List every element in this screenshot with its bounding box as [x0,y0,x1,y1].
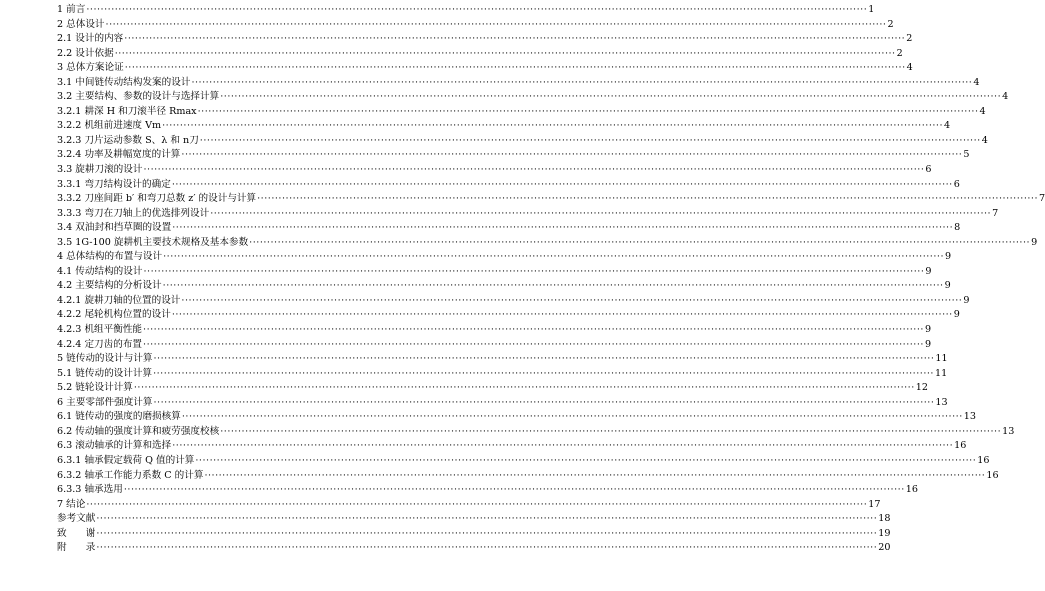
toc-leader-dots: ···························································································································································································································· [124,62,906,74]
toc-entry-page: 7 [992,207,999,219]
toc-leader-dots: ···························································································································································································································· [220,425,1002,437]
toc-entry [57,178,960,193]
toc-leader-dots: ···························································································································································································································· [96,527,878,539]
toc-entry-title: 6.3.1 轴承假定载荷 Q 值的计算 [57,454,195,466]
toc-leader-dots: ···························································································································································································································· [153,367,934,379]
toc-leader-dots: ···························································································································································································································· [96,542,878,554]
toc-entry [57,236,1038,251]
toc-entry-title: 3.1 中间链传动结构发案的设计 [57,76,191,88]
toc-leader-dots: ···························································································································································································································· [204,469,986,481]
toc-entry [57,439,967,454]
toc-entry-page: 16 [905,484,918,496]
toc-entry [57,148,970,163]
toc-leader-dots: ···························································································································································································································· [153,353,935,365]
toc-entry-page: 13 [963,411,976,423]
toc-leader-dots: ···························································································································································································································· [199,134,981,146]
toc-entry [57,119,951,134]
toc-entry-title: 2 总体设计 [57,18,105,30]
toc-entry-page: 4 [906,62,913,74]
toc-entry-title: 3.4 双油封和挡草圈的设置 [57,222,172,234]
toc-entry-title: 3.3.3 弯刀在刀轴上的优选排列设计 [57,207,210,219]
toc-leader-dots: ···························································································································································································································· [210,207,992,219]
toc-entry [57,265,932,280]
toc-leader-dots: ···························································································································································································································· [123,484,905,496]
toc-entry [57,338,932,353]
toc-entry-title: 6 主要零部件强度计算 [57,396,153,408]
toc-entry-title: 5 链传动的设计与计算 [57,353,153,365]
toc-entry [57,308,960,323]
toc-leader-dots: ···························································································································································································································· [124,33,906,45]
toc-entry-title: 7 结论 [57,498,86,510]
toc-entry [57,105,986,120]
toc-leader-dots: ···························································································································································································································· [181,411,963,423]
toc-entry-page: 16 [977,454,990,466]
toc-entry-page: 9 [953,309,960,321]
toc-entry-page: 9 [924,324,932,336]
toc-entry-title: 3.3.1 弯刀结构设计的确定 [57,178,171,190]
toc-entry-page: 4 [981,134,988,146]
toc-leader-dots: ···························································································································································································································· [133,382,915,394]
toc-leader-dots: ···························································································································································································································· [96,513,878,525]
toc-entry-title: 6.1 链传动的强度的磨损核算 [57,411,181,423]
toc-entry-title: 1 前言 [57,4,86,15]
toc-entry-title: 4.2 主要结构的分析设计 [57,280,162,292]
table-of-contents [57,3,1045,556]
toc-entry-page: 2 [896,47,903,59]
toc-entry-title: 2.2 设计依据 [57,47,114,59]
toc-entry-page: 9 [963,294,970,306]
toc-entry-page: 2 [887,18,894,30]
toc-entry-title: 3.2 主要结构、参数的设计与选择计算 [57,91,220,103]
toc-entry [57,454,990,469]
toc-entry-page: 7 [1039,193,1045,205]
toc-leader-dots: ···························································································································································································································· [143,324,924,336]
toc-leader-dots: ···························································································································································································································· [249,236,1031,248]
toc-entry-page: 9 [1031,236,1038,248]
toc-entry-title: 5.2 链轮设计计算 [57,382,133,394]
toc-entry-title: 4.2.4 定刀齿的布置 [57,338,143,350]
toc-entry-page: 16 [986,469,999,481]
toc-entry-title: 4.2.3 机组平衡性能 [57,324,143,336]
toc-entry-title: 4.2.1 旋耕刀轴的位置的设计 [57,294,181,306]
toc-leader-dots: ···························································································································································································································· [172,222,954,234]
toc-entry-page: 1 [868,4,875,15]
toc-entry [57,221,961,236]
toc-entry [57,61,913,76]
toc-leader-dots: ···························································································································································································································· [143,265,925,277]
toc-entry-title: 4.1 传动结构的设计 [57,265,143,277]
toc-entry-title: 6.3 滚动轴承的计算和选择 [57,440,172,452]
toc-entry-page: 6 [953,178,960,190]
toc-leader-dots: ···························································································································································································································· [114,47,896,59]
toc-leader-dots: ···························································································································································································································· [191,76,973,88]
toc-leader-dots: ···························································································································································································································· [153,396,935,408]
toc-entry [57,207,999,222]
toc-entry-page: 8 [954,222,961,234]
toc-entry [57,483,918,498]
toc-leader-dots: ···························································································································································································································· [181,149,963,161]
toc-leader-dots: ···························································································································································································································· [220,91,1002,103]
toc-entry [57,18,894,33]
toc-entry [57,76,980,91]
toc-entry-title: 6.3.2 轴承工作能力系数 C 的计算 [57,469,204,481]
toc-entry-page: 9 [924,338,932,350]
toc-entry [57,3,875,18]
toc-entry-title: 4.2.2 尾轮机构位置的设计 [57,309,171,321]
toc-entry-title: 3.3 旋耕刀滚的设计 [57,164,143,176]
toc-entry-title: 3.2.2 机组前进速度 Vm [57,120,162,132]
toc-leader-dots: ···························································································································································································································· [195,454,977,466]
toc-entry-page: 20 [878,542,891,554]
toc-entry [57,294,970,309]
toc-entry [57,323,932,338]
toc-entry-title: 参考文献 [57,513,96,525]
toc-entry-title: 6.2 传动轴的强度计算和疲劳强度校核 [57,425,220,437]
toc-entry-title: 4 总体结构的布置与设计 [57,251,163,263]
toc-entry-title: 3.2.4 功率及耕幅宽度的计算 [57,149,181,161]
toc-leader-dots: ···························································································································································································································· [172,440,954,452]
toc-entry-title: 3.2.1 耕深 H 和刀滚半径 Rmax [57,105,197,117]
toc-entry-title: 3 总体方案论证 [57,62,124,74]
toc-entry [57,279,951,294]
toc-entry-title: 致 谢 [57,527,96,539]
toc-entry [57,425,1015,440]
toc-entry-title: 3.3.2 刀座间距 b′ 和弯刀总数 z′ 的设计与计算 [57,193,257,205]
toc-entry [57,352,948,367]
toc-entry [57,90,1009,105]
toc-entry-page: 19 [878,527,891,539]
toc-leader-dots: ···························································································································································································································· [162,120,944,132]
toc-entry-page: 13 [1002,425,1015,437]
toc-leader-dots: ···························································································································································································································· [143,164,925,176]
toc-entry-page: 11 [935,353,948,365]
toc-leader-dots: ···························································································································································································································· [86,498,868,510]
toc-leader-dots: ···························································································································································································································· [181,294,963,306]
toc-leader-dots: ···························································································································································································································· [86,4,868,15]
toc-entry [57,541,891,556]
toc-entry [57,47,903,62]
toc-entry [57,250,952,265]
toc-leader-dots: ···························································································································································································································· [257,193,1039,205]
toc-entry-page: 9 [944,280,951,292]
toc-entry-page: 4 [1002,91,1009,103]
toc-entry-page: 16 [954,440,967,452]
toc-entry-page: 4 [979,105,986,117]
toc-entry-page: 9 [945,251,952,263]
toc-leader-dots: ···························································································································································································································· [171,178,953,190]
toc-entry [57,134,988,149]
toc-entry-page: 17 [868,498,881,510]
toc-entry-page: 13 [935,396,948,408]
toc-entry [57,527,891,542]
toc-leader-dots: ···························································································································································································································· [105,18,887,30]
toc-entry [57,498,881,513]
toc-entry-page: 18 [878,513,891,525]
toc-leader-dots: ···························································································································································································································· [143,338,924,350]
toc-entry-page: 4 [944,120,951,132]
toc-entry-title: 3.2.3 刀片运动参数 S、λ 和 n刀 [57,134,199,146]
toc-entry [57,381,929,396]
toc-leader-dots: ···························································································································································································································· [163,251,945,263]
toc-leader-dots: ···························································································································································································································· [197,105,979,117]
toc-entry [57,512,891,527]
toc-entry-title: 6.3.3 轴承选用 [57,484,123,496]
toc-entry-title: 3.5 1G-100 旋耕机主要技术规格及基本参数 [57,236,249,248]
toc-entry-page: 11 [934,367,948,379]
toc-entry-title: 附 录 [57,542,96,554]
toc-entry [57,32,913,47]
toc-entry-page: 2 [906,33,913,45]
toc-entry-title: 2.1 设计的内容 [57,33,124,45]
toc-entry-page: 12 [915,382,929,394]
toc-entry-page: 4 [973,76,980,88]
toc-entry-page: 9 [925,265,932,277]
toc-entry-title: 5.1 链传动的设计计算 [57,367,153,379]
toc-leader-dots: ···························································································································································································································· [171,309,953,321]
toc-entry-page: 5 [963,149,970,161]
toc-entry [57,192,1045,207]
toc-entry-page: 6 [925,164,932,176]
toc-entry [57,469,999,484]
toc-entry [57,367,948,382]
toc-leader-dots: ···························································································································································································································· [162,280,944,292]
toc-entry [57,163,932,178]
toc-entry [57,410,976,425]
toc-entry [57,396,948,411]
